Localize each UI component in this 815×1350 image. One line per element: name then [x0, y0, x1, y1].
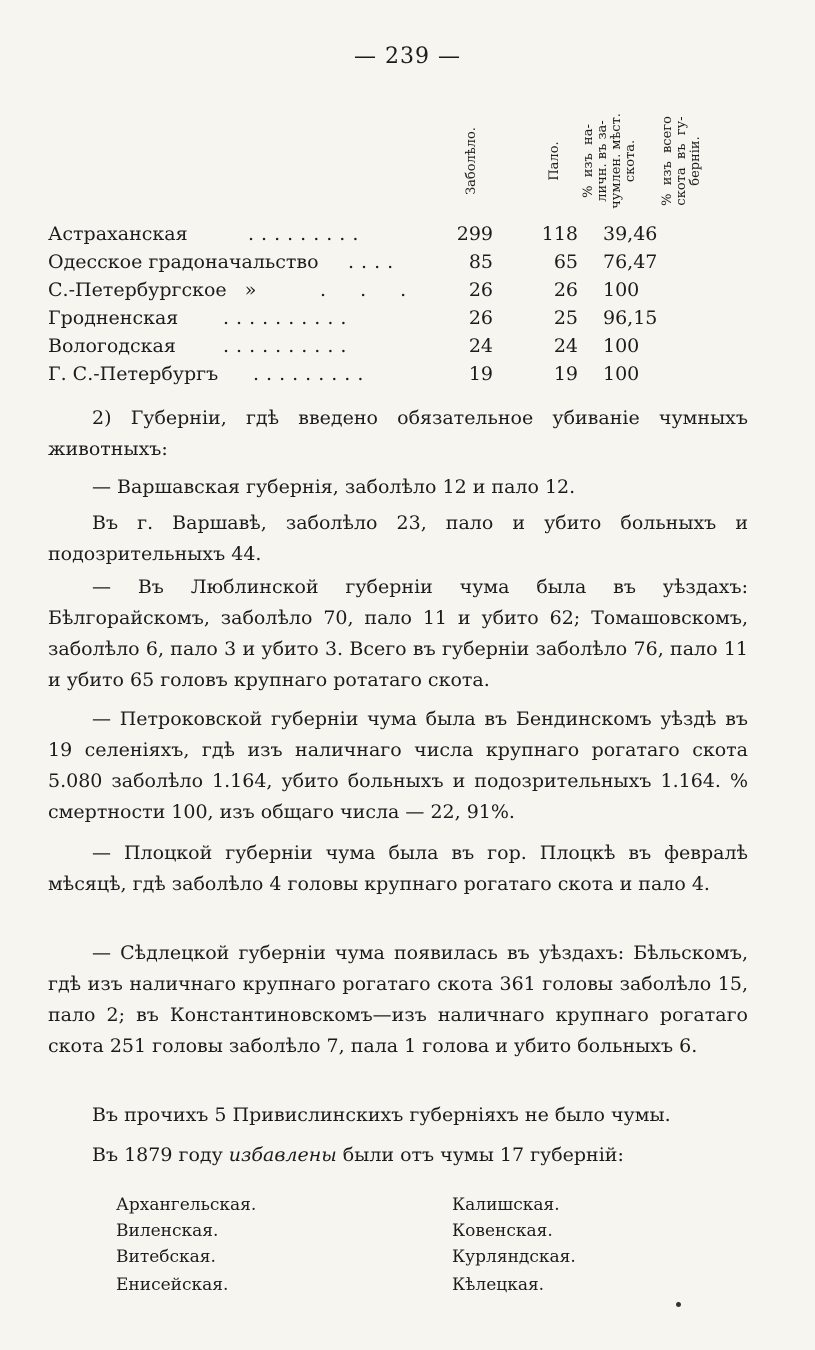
- paragraph: — Варшавская губернія, заболѣло 12 и пало 12.: [92, 476, 576, 498]
- row-pct: 100: [603, 279, 640, 301]
- paragraph: — Сѣдлецкой губерніи чума появилась въ уѣздахъ: Бѣльскомъ, гдѣ изъ наличнаго крупнаго рогатаго скота 361 головы заболѣло 15, пало 2; въ Константиновскомъ—изъ наличнаго крупнаго рогатаго скота 251 головы заболѣло 7, пала 1 голова и убито больныхъ 6.: [48, 942, 748, 1057]
- row-dead: 25: [553, 307, 578, 329]
- row-name: С.-Петербургское »: [48, 279, 257, 301]
- table-row: [48, 220, 748, 248]
- paragraph: — Въ Люблинской губерніи чума была въ уѣздахъ: Бѣлгорайскомъ, заболѣло 70, пало 11 и убито 62; Томашовскомъ, заболѣло 6, пало 3 и убито 3. Всего въ губерніи заболѣло 76, пало 11 и убито 65 головъ крупнаго ротатаго скота.: [48, 576, 748, 691]
- list-item: Кѣлецкая.: [452, 1275, 545, 1295]
- row-name: Астраханская: [48, 223, 188, 245]
- row-dead: 24: [553, 335, 578, 357]
- row-sick: 26: [468, 279, 493, 301]
- leader-dots: .........: [253, 363, 371, 385]
- row-sick: 26: [468, 307, 493, 329]
- row-name: Г. С.-Петербургъ: [48, 363, 219, 385]
- row-dead: 19: [553, 363, 578, 385]
- list-item: Виленская.: [116, 1221, 219, 1241]
- column-header-dead: Пало.: [547, 141, 562, 181]
- row-name: Гродненская: [48, 307, 179, 329]
- paragraph: Въ 1879 году избавлены были отъ чумы 17 губерній:: [92, 1144, 624, 1166]
- column-header-pct-total: % изъ всего скота въ гу- берніи.: [660, 116, 703, 206]
- paragraph: Въ прочихъ 5 Привислинскихъ губерніяхъ не было чумы.: [92, 1104, 671, 1126]
- table-row: [48, 332, 748, 360]
- list-item: Курляндская.: [452, 1247, 576, 1267]
- row-sick: 85: [468, 251, 493, 273]
- row-pct: 100: [603, 363, 640, 385]
- table-row: [48, 304, 748, 332]
- leader-dots: ..........: [223, 335, 354, 357]
- row-dead: 26: [553, 279, 578, 301]
- list-item: Витебская.: [116, 1247, 216, 1267]
- emphasis: избавлены: [228, 1144, 337, 1166]
- leader-dots: .........: [248, 223, 366, 245]
- ink-speck: [676, 1302, 681, 1307]
- paragraph: — Петроковской губерніи чума была въ Бендинскомъ уѣздѣ въ 19 селеніяхъ, гдѣ изъ наличнаго числа крупнаго рогатаго скота 5.080 заболѣло 1.164, убито больныхъ и подозрительныхъ 1.164. % смертности 100, изъ общаго числа — 22, 91%.: [48, 708, 748, 823]
- table-row: [48, 360, 748, 388]
- row-pct: 100: [603, 335, 640, 357]
- paragraph: Въ г. Варшавѣ, заболѣло 23, пало и убито больныхъ и подозрительныхъ 44.: [48, 512, 748, 565]
- list-item: Архангельская.: [116, 1195, 257, 1215]
- row-pct: 39,46: [603, 223, 658, 245]
- row-dead: 118: [541, 223, 578, 245]
- table-row: [48, 248, 748, 276]
- row-pct: 76,47: [603, 251, 658, 273]
- table-row: [48, 276, 748, 304]
- list-item: Ковенская.: [452, 1221, 553, 1241]
- row-sick: 19: [468, 363, 493, 385]
- leader-dots: ..........: [223, 307, 354, 329]
- row-sick: 299: [456, 223, 493, 245]
- leader-dots: . . .: [320, 279, 421, 301]
- leader-dots: ....: [348, 251, 401, 273]
- row-name: Одесское градоначальство: [48, 251, 319, 273]
- list-item: Енисейская.: [116, 1275, 229, 1295]
- list-item: Калишская.: [452, 1195, 560, 1215]
- row-dead: 65: [553, 251, 578, 273]
- page-number: — 239 —: [354, 44, 461, 69]
- row-name: Вологодская: [48, 335, 176, 357]
- paragraph: 2) Губерніи, гдѣ введено обязательное убиваніе чумныхъ животныхъ:: [48, 407, 748, 460]
- column-header-pct-infected: % изъ на- личн. въ за- чумлен. мѣст. скота.: [581, 113, 638, 209]
- row-sick: 24: [468, 335, 493, 357]
- column-header-sick: Заболѣло.: [464, 127, 479, 195]
- row-pct: 96,15: [603, 307, 658, 329]
- paragraph: — Плоцкой губерніи чума была въ гор. Плоцкѣ въ февралѣ мѣсяцѣ, гдѣ заболѣло 4 головы крупнаго рогатаго скота и пало 4.: [48, 842, 748, 895]
